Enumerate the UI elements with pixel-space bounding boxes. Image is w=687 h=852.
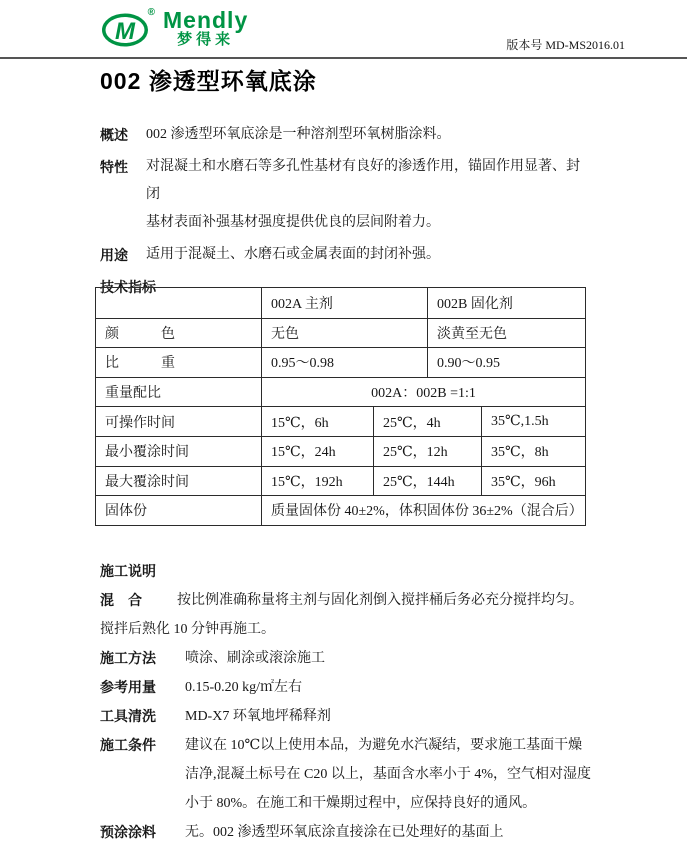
brand-name: Mendly [163,7,249,33]
table-row-ratio [96,377,585,407]
max-recoat-15c-cell: 15℃，192h [261,467,373,496]
mixing-row [100,586,600,615]
pot-life-15c-cell: 15℃，6h [261,407,373,436]
conditions-text [185,731,600,818]
overview-label: 概述 [100,127,128,143]
header-002b-cell: 002B 固化剂 [427,288,585,318]
row-label: 可操作时间 [105,415,175,431]
conditions-row [100,731,600,818]
mendly-logo-icon [101,9,157,49]
features-text [146,153,590,237]
gravity-b-cell: 0.90～0.95 [427,348,585,377]
table-row-gravity [96,347,585,377]
features-label: 特性 [100,159,128,175]
spec-table [95,287,586,526]
cleaning-label: 工具清洗 [100,708,156,724]
method-row [100,644,600,673]
page-header [0,0,687,59]
mixing-label: 混 合 [100,592,142,608]
table-row-color [96,318,585,348]
cleaning-row [100,702,600,731]
max-recoat-35c-cell: 35℃，96h [481,467,585,496]
features-paragraph [100,153,590,237]
dosage-text: 0.15-0.20 kg/㎡左右 [185,680,303,695]
pot-life-35c-cell: 35℃,1.5h [481,407,585,436]
table-header-row [96,288,585,318]
logo-wordmark [163,9,248,49]
row-label: 颜 色 [105,326,175,342]
row-label: 固体份 [105,504,147,520]
usage-text: 适用于混凝土、水磨石或金属表面的封闭补强。 [146,247,440,262]
color-b-cell: 淡黄至无色 [427,319,585,348]
mixing-text: 按比例准确称量将主剂与固化剂倒入搅拌桶后务必充分搅拌均匀。 [177,593,583,608]
header-002a-cell: 002A 主剂 [261,288,427,318]
solids-value-cell: 质量固体份 40±2%，体积固体份 36±2%（混合后） [261,496,585,525]
conditions-line3: 小于 80%。在施工和干燥期过程中，应保持良好的通风。 [185,796,537,811]
usage-label: 用途 [100,247,128,263]
intro-section [100,121,590,301]
table-row-solids [96,495,585,525]
mendly-logo [101,9,248,49]
overview-text: 002 渗透型环氧底涂是一种溶剂型环氧树脂涂料。 [146,127,451,142]
usage-paragraph [100,241,590,269]
application-heading: 施工说明 [100,563,156,579]
dosage-label: 参考用量 [100,679,156,695]
method-text: 喷涂、刷涂或滚涂施工 [185,651,325,666]
row-label: 最小覆涂时间 [105,445,189,461]
conditions-line1: 建议在 10℃以上使用本品，为避免水汽凝结，要求施工基面干燥 [185,738,583,753]
min-recoat-25c-cell: 25℃，12h [373,437,481,466]
table-row-pot-life [96,406,585,436]
svg-text:M: M [115,18,135,45]
dosage-row [100,673,600,702]
precoat-text: 无。002 渗透型环氧底涂直接涂在已处理好的基面上 [185,825,504,840]
technical-specs-heading: 技术指标 [100,279,156,295]
application-section [100,557,600,847]
ratio-value-cell: 002A：002B =1:1 [261,378,585,407]
table-row-min-recoat [96,436,585,466]
mixing-text-continued: 搅拌后熟化 10 分钟再施工。 [100,622,275,637]
gravity-a-cell: 0.95～0.98 [261,348,427,377]
features-line1: 对混凝土和水磨石等多孔性基材有良好的渗透作用，锚固作用显著、封闭 [146,159,580,202]
min-recoat-35c-cell: 35℃，8h [481,437,585,466]
table-row-max-recoat [96,466,585,496]
brand-name-chinese: 梦得来 [177,31,235,48]
conditions-label: 施工条件 [100,737,156,753]
row-label: 最大覆涂时间 [105,474,189,490]
min-recoat-15c-cell: 15℃，24h [261,437,373,466]
registered-trademark-icon: ® [147,7,155,18]
pot-life-25c-cell: 25℃，4h [373,407,481,436]
header-empty-cell [96,288,261,318]
precoat-label: 预涂涂料 [100,824,156,840]
version-number: 版本号 MD-MS2016.01 [506,38,625,52]
overview-paragraph [100,121,590,149]
precoat-row [100,818,600,847]
features-line2: 基材表面补强基材强度提供优良的层间附着力。 [146,215,440,230]
max-recoat-25c-cell: 25℃，144h [373,467,481,496]
color-a-cell: 无色 [261,319,427,348]
method-label: 施工方法 [100,650,156,666]
cleaning-text: MD-X7 环氧地坪稀释剂 [185,709,331,724]
row-label: 重量配比 [105,386,161,402]
conditions-line2: 洁净,混凝土标号在 C20 以上，基面含水率小于 4%，空气相对湿度 [185,767,591,782]
page-title: 002 渗透型环氧底涂 [100,68,317,94]
row-label: 比 重 [105,356,175,372]
